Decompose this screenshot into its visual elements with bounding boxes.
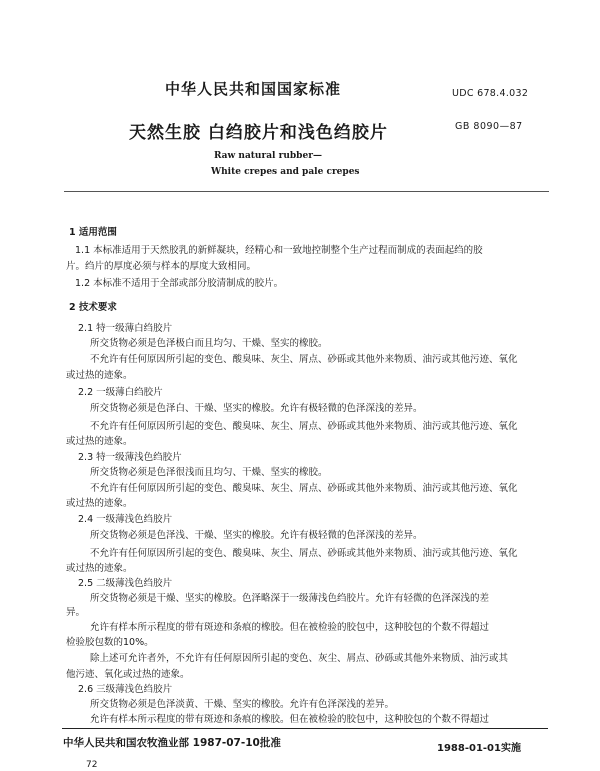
subsection-heading: 2.1 特一级薄白绉胶片 (78, 323, 173, 334)
subsection-heading: 2.3 特一级薄浅色绉胶片 (78, 452, 182, 463)
standard-title: 中华人民共和国国家标准 (165, 80, 342, 98)
subsection-heading: 2.5 二级薄浅色绉胶片 (78, 578, 173, 589)
text-line: 异。 (66, 607, 86, 618)
english-title-line-1: Raw natural rubber— (214, 151, 322, 161)
text-line: 所交货物必须是色泽极白而且均匀、干燥、坚实的橡胶。 (90, 338, 328, 349)
udc-code: UDC 678.4.032 (452, 88, 529, 99)
english-title-line-2: White crepes and pale crepes (211, 167, 360, 177)
main-title: 天然生胶 白绉胶片和浅色绉胶片 (129, 123, 388, 143)
text-line: 不允许有任何原因所引起的变色、酸臭味、灰尘、屑点、砂砾或其他外来物质、油污或其他污迹、氧化 (90, 354, 518, 365)
footer-divider (62, 728, 548, 729)
text-line: 所交货物必须是色泽白、干燥、坚实的橡胶。允许有极轻微的色泽深浅的差异。 (90, 403, 423, 414)
text-line: 所交货物必须是色泽淡黄、干燥、坚实的橡胶。允许有色泽深浅的差异。 (90, 699, 395, 710)
text-line: 或过热的迹象。 (66, 436, 133, 447)
text-line: 检验胶包数的10%。 (66, 637, 154, 648)
text-line: 或过热的迹象。 (66, 498, 133, 509)
text-line: 所交货物必须是干燥、坚实的橡胶。色泽略深于一级薄浅色绉胶片。允许有轻微的色泽深浅的差 (90, 593, 490, 604)
effective-date: 1988-01-01实施 (437, 743, 521, 754)
text-line: 不允许有任何原因所引起的变色、酸臭味、灰尘、屑点、砂砾或其他外来物质、油污或其他污迹、氧化 (90, 421, 518, 432)
header-divider (64, 191, 549, 192)
section-heading: 2 技术要求 (69, 302, 117, 313)
text-line: 所交货物必须是色泽很浅而且均匀、干燥、坚实的橡胶。 (90, 467, 328, 478)
page-number: 72 (86, 760, 98, 770)
approval-line: 中华人民共和国农牧渔业部 1987-07-10批准 (63, 737, 281, 749)
text-line: 1.1 本标准适用于天然胶乳的新鲜凝块，经精心和一致地控制整个生产过程而制成的表面起绉的胶 (75, 245, 483, 256)
text-line: 不允许有任何原因所引起的变色、酸臭味、灰尘、屑点、砂砾或其他外来物质、油污或其他污迹、氧化 (90, 483, 518, 494)
text-line: 或过热的迹象。 (66, 563, 133, 574)
section-heading: 1 适用范围 (69, 227, 117, 238)
subsection-heading: 2.4 一级薄浅色绉胶片 (78, 514, 173, 525)
text-line: 所交货物必须是色泽浅、干燥、坚实的橡胶。允许有极轻微的色泽深浅的差异。 (90, 530, 423, 541)
gb-number: GB 8090—87 (455, 121, 523, 132)
text-line: 或过热的迹象。 (66, 370, 133, 381)
text-line: 允许有样本所示程度的带有斑迹和条痕的橡胶。但在被检验的胶包中，这种胶包的个数不得超过 (90, 622, 490, 633)
text-line: 片。绉片的厚度必须与样本的厚度大致相同。 (66, 261, 257, 272)
subsection-heading: 2.6 三级薄浅色绉胶片 (78, 684, 173, 695)
text-line: 除上述可允许者外，不允许有任何原因所引起的变色、灰尘、屑点、砂砾或其他外来物质、油污或其 (90, 653, 509, 664)
text-line: 不允许有任何原因所引起的变色、酸臭味、灰尘、屑点、砂砾或其他外来物质、油污或其他污迹、氧化 (90, 548, 518, 559)
text-line: 1.2 本标准不适用于全部或部分胶清制成的胶片。 (75, 278, 284, 289)
text-line: 允许有样本所示程度的带有斑迹和条痕的橡胶。但在被检验的胶包中，这种胶包的个数不得超过 (90, 714, 490, 725)
text-line: 他污迹、氧化或过热的迹象。 (66, 669, 190, 680)
subsection-heading: 2.2 一级薄白绉胶片 (78, 387, 163, 398)
